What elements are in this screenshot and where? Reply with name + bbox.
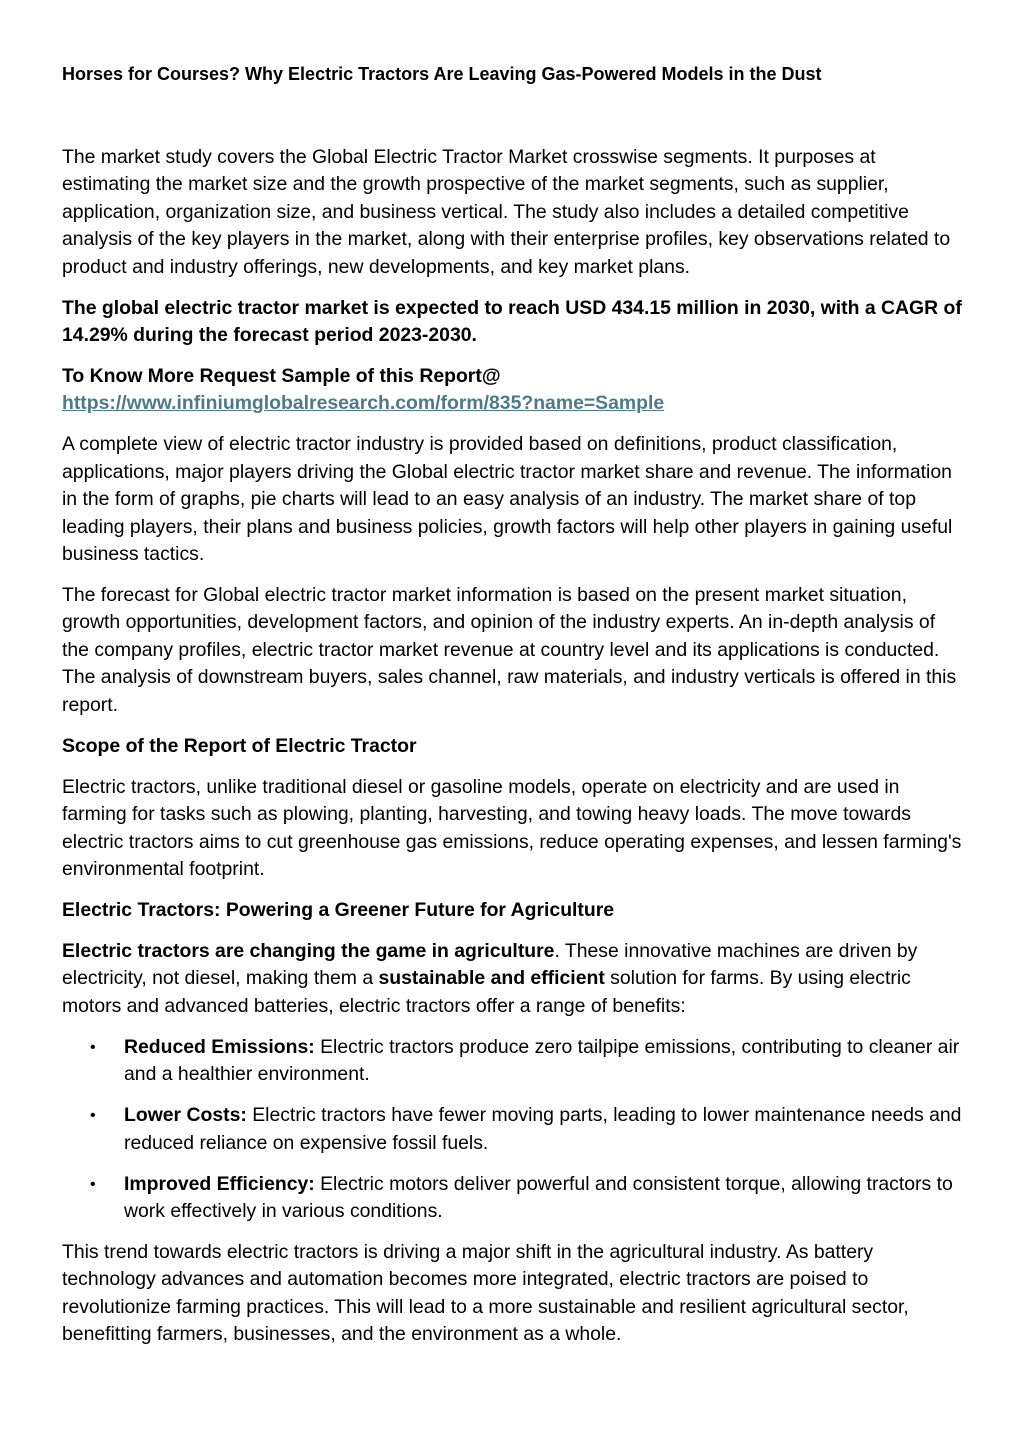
benefit-text: Electric motors deliver powerful and consistent torque, allowing tractors to work effectively in various conditions. (124, 1172, 953, 1222)
sample-request-link[interactable]: https://www.infiniumglobalresearch.com/form/835?name=Sample (62, 392, 665, 415)
forecast-paragraph: The forecast for Global electric tractor market information is based on the present market situation, growth opportunities, development factors, and opinion of the industry experts. An in-depth analysis of the company profiles, electric tractor market revenue at country level and its applications is conducted. The analysis of downstream buyers, sales channel, raw materials, and industry verticals is offered in this report. (62, 584, 957, 716)
benefit-item-lower-costs (90, 1102, 964, 1157)
benefit-text: Electric tractors produce zero tailpipe emissions, contributing to cleaner air and a healthier environment. (124, 1035, 960, 1086)
greener-future-paragraph (62, 938, 964, 1020)
greener-text-2: solution for farms. By using electric motors and advanced batteries, electric tractors offer a range of benefits: (62, 967, 911, 1017)
greener-text-1: . These innovative machines are driven by electricity, not diesel, making them a (62, 939, 918, 990)
bullet-icon: • (90, 1038, 96, 1056)
scope-heading: Scope of the Report of Electric Tractor (62, 734, 417, 757)
benefit-label: Lower Costs: (124, 1104, 247, 1127)
intro-paragraph: The market study covers the Global Electric Tractor Market crosswise segments. It purposes at estimating the market size and the growth prospective of the market segments, such as supplier, application, organization size, and business vertical. The study also includes a detailed competitive analysis of the key players in the market, along with their enterprise profiles, key observations related to product and industry offerings, new developments, and key market plans. (62, 146, 951, 278)
overview-paragraph: A complete view of electric tractor industry is provided based on definitions, product classification, applications, major players driving the Global electric tractor market share and revenue. The information in the form of graphs, pie charts will lead to an easy analysis of an industry. The market share of top leading players, their plans and business policies, growth factors will help other players in gaining useful business tactics. (62, 433, 953, 566)
document-title: Horses for Courses? Why Electric Tractors Are Leaving Gas-Powered Models in the Dust (62, 64, 822, 84)
benefit-text: Electric tractors have fewer moving parts, leading to lower maintenance needs and reduced reliance on expensive fossil fuels. (124, 1104, 962, 1154)
benefit-item-reduced-emissions (90, 1034, 964, 1089)
benefits-list (62, 1034, 964, 1226)
sample-request-block (62, 363, 964, 418)
greener-mid-bold: sustainable and efficient (378, 967, 605, 990)
document-body (62, 144, 964, 1362)
scope-paragraph: Electric tractors, unlike traditional diesel or gasoline models, operate on electricity and are used in farming for tasks such as plowing, planting, harvesting, and towing heavy loads. The move towards electric tractors aims to cut greenhouse gas emissions, reduce operating expenses, and lessen farming's environmental footprint. (62, 775, 962, 880)
bullet-icon: • (90, 1175, 96, 1193)
conclusion-paragraph: This trend towards electric tractors is driving a major shift in the agricultural industry. As battery technology advances and automation becomes more integrated, electric tractors are poised to revolutionize farming practices. This will lead to a more sustainable and resilient agricultural sector, benefitting farmers, businesses, and the environment as a whole. (62, 1240, 909, 1346)
greener-lead-bold: Electric tractors are changing the game in agriculture (62, 939, 555, 962)
benefit-label: Improved Efficiency: (124, 1172, 315, 1195)
sample-request-label: To Know More Request Sample of this Report@ (62, 365, 501, 388)
benefit-label: Reduced Emissions: (124, 1035, 315, 1058)
benefit-item-improved-efficiency (90, 1171, 964, 1226)
market-highlight-paragraph: The global electric tractor market is expected to reach USD 434.15 million in 2030, with a CAGR of 14.29% during the forecast period 2023-2030. (62, 296, 962, 347)
bullet-icon: • (90, 1107, 96, 1125)
greener-future-heading: Electric Tractors: Powering a Greener Future for Agriculture (62, 898, 615, 921)
